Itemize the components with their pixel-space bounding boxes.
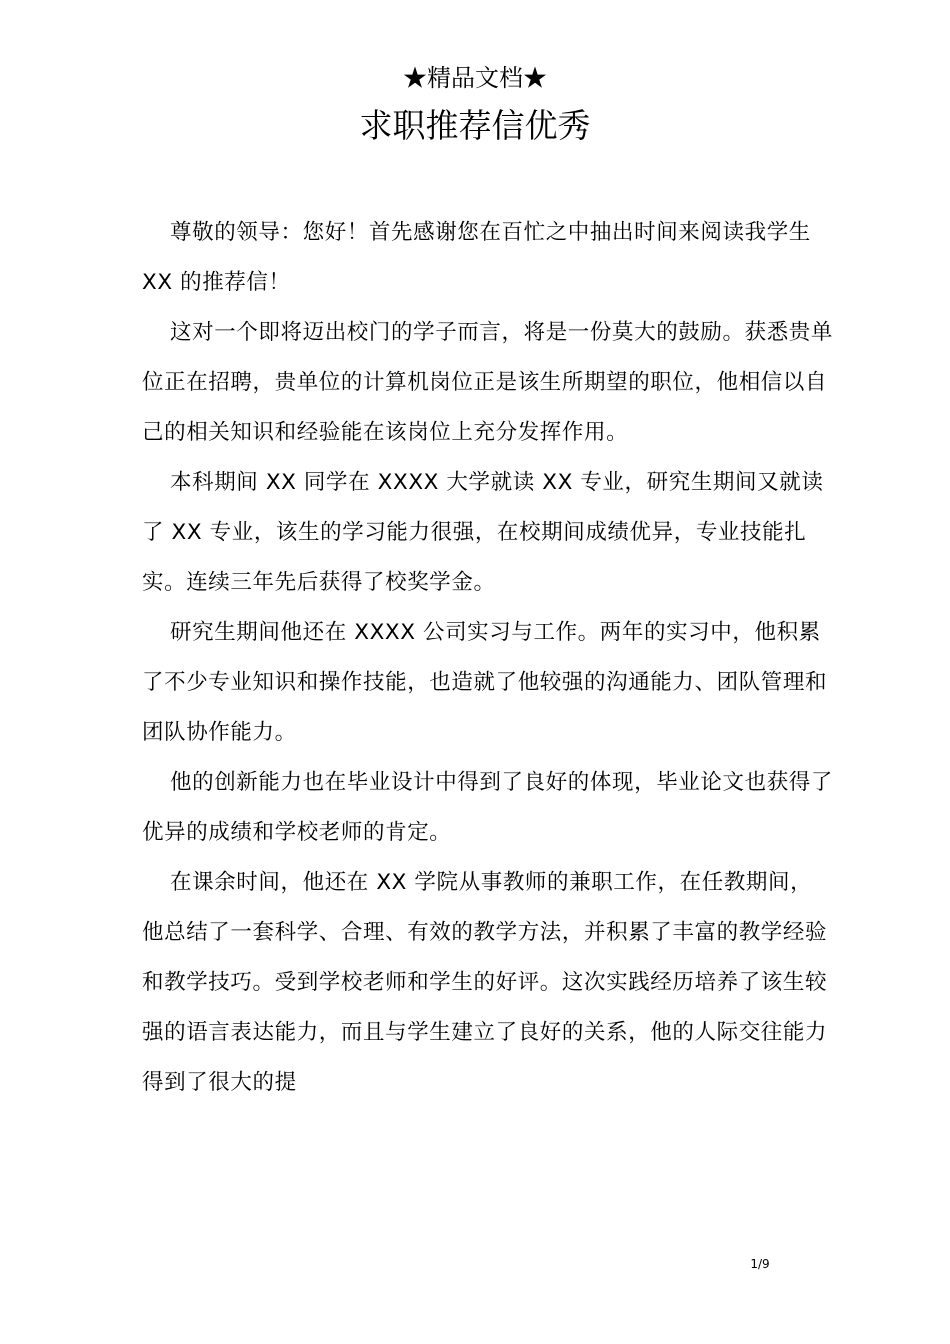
paragraph-innovation: 他的创新能力也在毕业设计中得到了良好的体现，毕业论文也获得了优异的成绩和学校老师的肯定。	[142, 770, 834, 845]
document-body	[142, 208, 834, 1108]
paragraph-teaching: 在课余时间，他还在 XX 学院从事教师的兼职工作，在任教期间，他总结了一套科学、合理、有效的教学方法，并积累了丰富的教学经验和教学技巧。受到学校老师和学生的好评。这次实践经历培养了该生较强的语言表达能力，而且与学生建立了良好的关系，他的人际交往能力得到了很大的提	[142, 870, 828, 1095]
document-title: 求职推荐信优秀	[359, 106, 591, 145]
document-header-mark: ★精品文档★	[403, 64, 547, 92]
page-number: 1/9	[750, 1257, 770, 1271]
paragraph-education: 本科期间 XX 同学在 XXXX 大学就读 XX 专业，研究生期间又就读了 XX 专业，该生的学习能力很强，在校期间成绩优异，专业技能扎实。连续三年先后获得了校奖学金。	[142, 470, 824, 595]
paragraph-introduction: 这对一个即将迈出校门的学子而言，将是一份莫大的鼓励。获悉贵单位正在招聘，贵单位的计算机岗位正是该生所期望的职位，他相信以自己的相关知识和经验能在该岗位上充分发挥作用。	[142, 320, 834, 445]
paragraph-internship: 研究生期间他还在 XXXX 公司实习与工作。两年的实习中，他积累了不少专业知识和操作技能，也造就了他较强的沟通能力、团队管理和团队协作能力。	[142, 620, 828, 745]
paragraph-greeting: 尊敬的领导：您好！首先感谢您在百忙之中抽出时间来阅读我学生 XX 的推荐信！	[142, 220, 811, 295]
